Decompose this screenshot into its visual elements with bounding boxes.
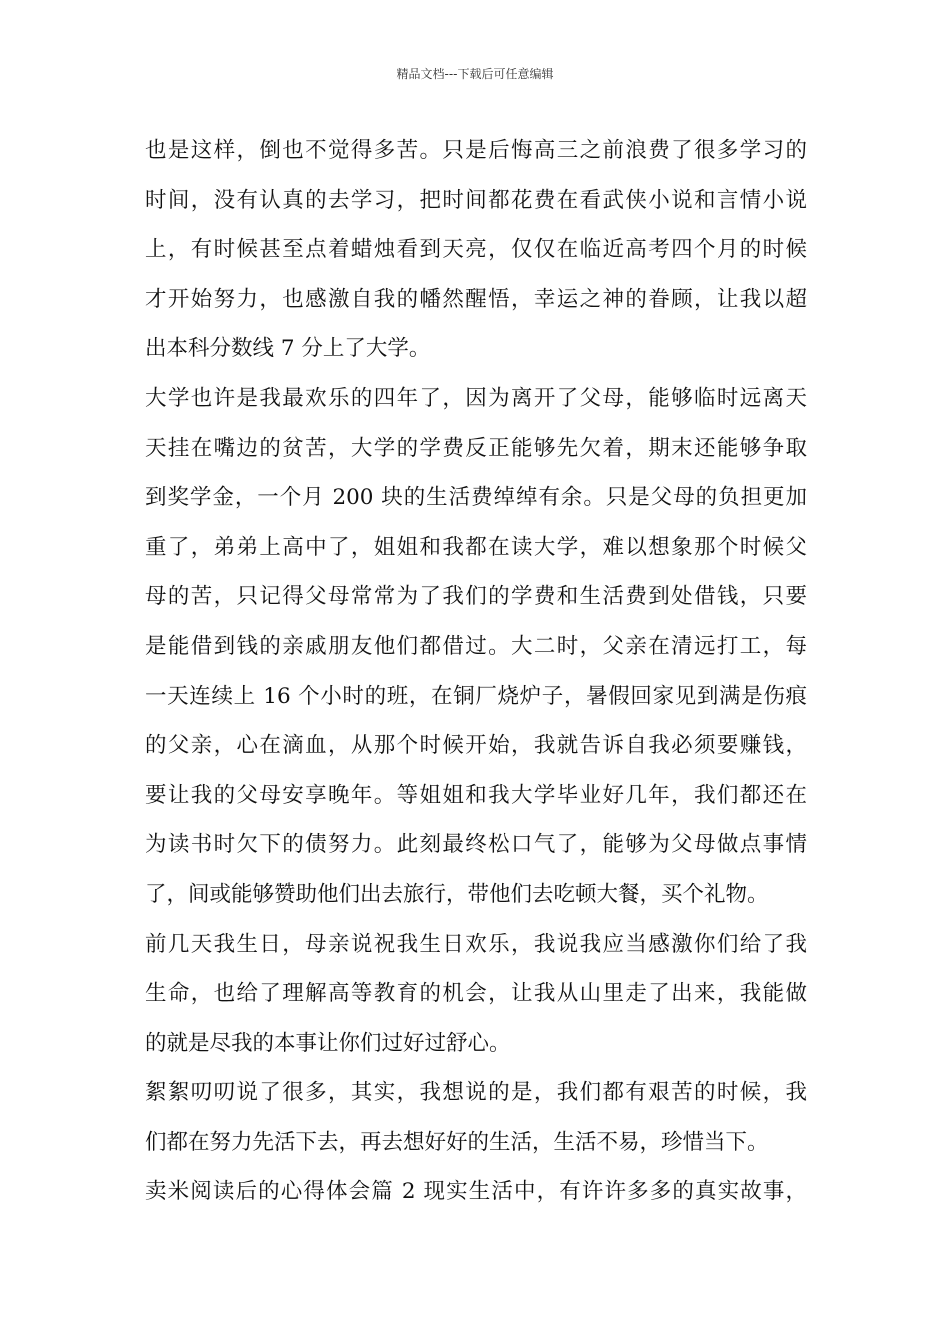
text-line: 出本科分数线 7 分上了大学。 <box>145 336 431 362</box>
text-line: 母的苦，只记得父母常常为了我们的学费和生活费到处借钱，只要 <box>145 584 807 610</box>
paragraph-2 <box>145 374 807 920</box>
document-body <box>145 126 807 1217</box>
paragraph-4 <box>145 1068 807 1167</box>
text-line: 时间，没有认真的去学习，把时间都花费在看武侠小说和言情小说 <box>145 187 807 213</box>
text-line: 要让我的父母安享晚年。等姐姐和我大学毕业好几年，我们都还在 <box>145 782 807 808</box>
text-line: 了，间或能够赞助他们出去旅行，带他们去吃顿大餐，买个礼物。 <box>145 881 769 907</box>
paragraph-1 <box>145 126 807 374</box>
text-line: 卖米阅读后的心得体会篇 2 现实生活中，有许许多多的真实故事， <box>145 1179 807 1205</box>
text-line: 也是这样，倒也不觉得多苦。只是后悔高三之前浪费了很多学习的 <box>145 138 807 163</box>
text-line: 到奖学金，一个月 200 块的生活费绰绰有余。只是父母的负担更加 <box>145 485 807 511</box>
text-line: 为读书时欠下的债努力。此刻最终松口气了，能够为父母做点事情 <box>145 832 807 858</box>
text-line: 前几天我生日，母亲说祝我生日欢乐，我说我应当感激你们给了我 <box>145 931 807 957</box>
text-line: 絮絮叨叨说了很多，其实，我想说的是，我们都有艰苦的时候，我 <box>145 1080 807 1106</box>
text-line: 天挂在嘴边的贫苦，大学的学费反正能够先欠着，期末还能够争取 <box>145 435 807 461</box>
text-line: 大学也许是我最欢乐的四年了，因为离开了父母，能够临时远离天 <box>145 385 807 411</box>
text-line: 们都在努力先活下去，再去想好好的生活，生活不易，珍惜当下。 <box>145 1129 769 1155</box>
page-header: 精品文档---下载后可任意编辑 <box>396 67 554 81</box>
text-line: 一天连续上 16 个小时的班，在铜厂烧炉子，暑假回家见到满是伤痕 <box>145 683 807 709</box>
paragraph-3 <box>145 920 807 1069</box>
text-line: 重了，弟弟上高中了，姐姐和我都在读大学，难以想象那个时候父 <box>145 534 807 560</box>
text-line: 生命，也给了理解高等教育的机会，让我从山里走了出来，我能做 <box>145 981 807 1007</box>
text-line: 是能借到钱的亲戚朋友他们都借过。大二时，父亲在清远打工，每 <box>145 633 807 659</box>
text-line: 才开始努力，也感激自我的幡然醒悟，幸运之神的眷顾，让我以超 <box>145 286 807 312</box>
text-line: 的就是尽我的本事让你们过好过舒心。 <box>145 1030 511 1056</box>
text-line: 上，有时候甚至点着蜡烛看到天亮，仅仅在临近高考四个月的时候 <box>145 237 807 263</box>
text-line: 的父亲，心在滴血，从那个时候开始，我就告诉自我必须要赚钱， <box>145 733 807 759</box>
paragraph-5 <box>145 1167 807 1217</box>
